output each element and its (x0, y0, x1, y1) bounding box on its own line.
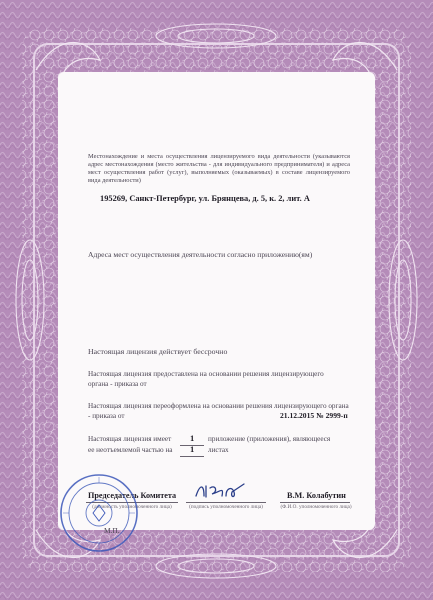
sheets-suffix: листах (208, 446, 229, 454)
sheets-count: 1 (190, 444, 195, 454)
signatory-title: Председатель Комитета (88, 491, 177, 500)
appendix-label: Адреса мест осуществления деятельности согласно приложению(ям) (88, 250, 313, 259)
granted-text: Настоящая лицензия предоставлена на основании решения лицензирующего органа - приказа от (88, 370, 324, 389)
appendix-count-suffix: приложение (приложения), являющееся (208, 435, 331, 443)
reissued-order: 21.12.2015 № 2999-п (280, 411, 348, 420)
reissued-text: Настоящая лицензия переоформлена на основании решения лицензирующего органа - приказа от (88, 402, 349, 421)
caption-signature: (подпись уполномоченного лица) (189, 504, 263, 510)
appendix-count: 1 (190, 433, 195, 443)
name-line (280, 502, 350, 503)
validity-text: Настоящая лицензия действует бессрочно (88, 347, 228, 356)
sheets-prefix: ее неотъемлемой частью на (88, 446, 173, 454)
stamp-label: М.П. (104, 526, 120, 535)
sheets-count-line (180, 456, 204, 457)
address: 195269, Санкт-Петербург, ул. Брянцева, д. 5, к. 2, лит. А (100, 194, 310, 203)
handwritten-signature (192, 480, 252, 502)
signatory-name: В.М. Колабутин (287, 491, 346, 500)
location-heading: Местонахождение и места осуществления лицензируемого вида деятельности (указываются адрес местонахождения (место жительства - для индивидуального предпринимателя) и адреса мест осуществления работ (услуг), выполняемых (оказываемых) в составе лицензируемого вида деятельности) (88, 153, 350, 184)
appendix-count-prefix: Настоящая лицензия имеет (88, 435, 172, 443)
caption-position: (должность уполномоченного лица) (92, 504, 172, 510)
official-stamp (56, 470, 142, 556)
signature-line (186, 502, 266, 503)
caption-name: (Ф.И.О. уполномоченного лица) (280, 504, 352, 510)
